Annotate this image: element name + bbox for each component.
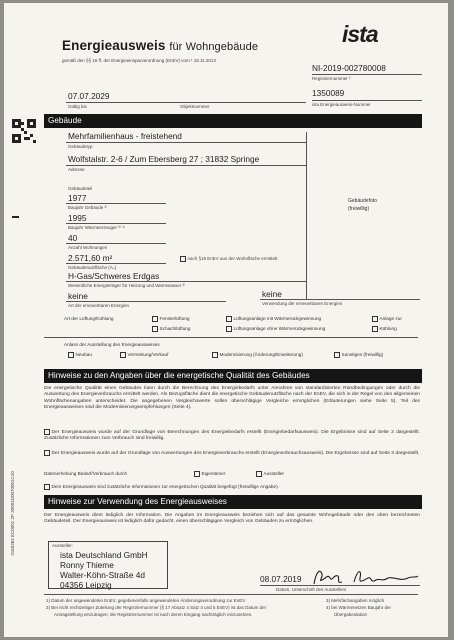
- signature-label: Datum, Unterschrift des Ausstellers: [276, 587, 347, 592]
- ista-logo: ista: [342, 21, 378, 47]
- document-title: Energieausweis für Wohngebäude: [62, 38, 259, 53]
- apartments-count: 40: [68, 233, 78, 243]
- footnote-2: 2) Bei nicht rechtzeitiger Zuteilung der Registriernummer (§ 17 Absatz 4 Satz 4 und 5 EnEV) ist das Datum der: [46, 605, 267, 610]
- issuer-person: Ronny Thieme: [60, 560, 114, 570]
- building-photo-note: (freiwillig): [348, 206, 370, 212]
- ventilation-shaft: Schachtlüftung: [152, 326, 191, 332]
- issue-date: 08.07.2019: [260, 574, 302, 584]
- demand-option: Der Energieausweis wurde auf der Grundlage von Berechnungen des Energiebedarfs erstellt (Energiebedarfsausweis). Die Ergebnisse sind auf Seite 2 dargestellt. Zusätzliche Informationen zum Verbrauch sind freiwillig.: [44, 430, 420, 442]
- ventilation-without-recovery: Lüftungsanlage ohne Wärmerückgewinnung: [226, 326, 325, 332]
- ventilation-window: Fensterlüftung: [152, 316, 189, 322]
- legal-basis: gemäß den §§ 16 ff. der Energieeinsparverordnung (EnEV) vom ¹ 18.11.2013: [62, 58, 216, 63]
- energy-source-label: Wesentliche Energieträger für Heizung und Warmwasser ³⁾: [68, 283, 186, 288]
- data-issuer: Aussteller: [256, 471, 284, 477]
- ista-number: 1350089: [312, 88, 345, 98]
- renewable-use: keine: [262, 289, 282, 299]
- apartments-label: Anzahl Wohnungen: [68, 245, 108, 250]
- side-code: 3160384 EC0001 2P 30004D0070001C10: [9, 471, 15, 556]
- footnote-2-cont: Antragstellung einzutragen; die Registriernummer ist nach deren Eingang nachträglich einzusetzen.: [54, 612, 253, 617]
- renewable-type: keine: [68, 291, 88, 301]
- consumption-option: Der Energieausweis wurde auf der Grundlage von Auswertungen des Energieverbrauchs erstellt (Energieverbrauchsausweis). Die Ergebnisse sind auf Seite 3 dargestellt.: [44, 450, 420, 457]
- usage-text: Der Energieausweis dient lediglich der Information. Die Angaben im Energieausweis beziehen sich auf das gesamte Wohngebäude oder den oben bezeichneten Gebäudeteil. Der Energieausweis ist lediglich dafür gedacht, einen überschlägigen Vergleich von Gebäuden zu ermöglichen.: [44, 513, 420, 525]
- valid-until: 07.07.2029: [68, 91, 110, 101]
- renewable-use-label: Verwendung der erneuerbaren Energien: [262, 301, 343, 306]
- footnote-3: 3) Mehrfachangaben möglich: [326, 598, 385, 603]
- ventilation-with-recovery: Lüftungsanlage mit Wärmerückgewinnung: [226, 316, 321, 322]
- building-type-label: Gebäudetyp: [68, 144, 93, 149]
- certificate-page: [4, 3, 448, 637]
- heating-year: 1995: [68, 213, 87, 223]
- section-bar-usage-notes: Hinweise zur Verwendung des Energieausweises: [44, 495, 422, 509]
- ista-number-label: ista Energieausweis-Nummer: [312, 102, 371, 107]
- issuer-label: Aussteller:: [52, 543, 74, 548]
- issuer-street: Walter-Köhn-Straße 4d: [60, 570, 145, 580]
- registration-number: NI-2019-002780008: [312, 63, 386, 73]
- registration-number-label: Registriernummer ²: [312, 76, 351, 81]
- section-bar-energy-quality: Hinweise zu den Angaben über die energetische Qualität des Gebäudes: [44, 369, 422, 383]
- ventilation-type-label: Art der Lüftung/Kühlung: [64, 316, 114, 321]
- issuer-city: 04356 Leipzig: [60, 580, 112, 590]
- footnote-1: 1) Datum der angewendeten EnEV, gegebenenfalls angewendeten Änderungsverordnung zur EnEV: [46, 598, 246, 603]
- issuer-company: ista Deutschland GmbH: [60, 550, 148, 560]
- building-photo-label: Gebäudefoto: [348, 198, 377, 204]
- data-owner: Eigentümer: [194, 471, 225, 477]
- recommendations-option: Dem Energieausweis sind zusätzliche Informationen zur energetischen Qualität beigefügt (freiwillige Angabe).: [44, 484, 279, 490]
- reason-rent-sale: Vermietung/Verkauf: [120, 352, 168, 358]
- usable-area: 2.571,60 m²: [68, 253, 113, 263]
- address: Wolfstalstr. 2-6 / Zum Ebersberg 27 ; 31832 Springe: [68, 154, 260, 164]
- data-collection-label: Datenerhebung Bedarf/Verbrauch durch: [44, 471, 128, 476]
- area-source-option: nach §19 EnEV aus der Wohnfläche ermittelt: [180, 256, 277, 262]
- section-bar-building: Gebäude: [44, 114, 422, 128]
- object-number-label: Objektnummer: [180, 104, 210, 109]
- ac-system: Anlage zur: [372, 316, 402, 322]
- reason-other: Sonstiges (freiwillig): [334, 352, 383, 358]
- ac-cooling: Kühlung: [372, 326, 397, 332]
- quality-intro: Die energetische Qualität eines Gebäudes kann durch die Berechnung des Energiebedarfs unter Annahme von standardisierten Randbedingungen oder durch die Auswertung des Energieverbrauchs ermittelt werden. Als Bezugsfläche dient die energetische Gebäudenutzfläche nach der EnEV, die sich in der Regel von den allgemeinen Wohnflächenangaben unterscheidet. Die angegebenen Vergleichswerte sollen überschlägige Vergleiche ermöglichen (Erläuterungen siehe Seite 5). Teil des Energieausweises sind die Modernisierungsempfehlungen (Seite 4).: [44, 386, 420, 411]
- footnote-4-cont: Übergabestation: [334, 612, 368, 617]
- address-label: Adresse: [68, 167, 85, 172]
- construction-year: 1977: [68, 193, 87, 203]
- qr-code-icon: [12, 119, 36, 143]
- reason-new: Neubau: [68, 352, 92, 358]
- reason-modernization: Modernisierung (Änderung/Erweiterung): [212, 352, 303, 358]
- footnote-4: 4) bei Wärmenetzen Baujahr der: [326, 605, 392, 610]
- building-part-label: Gebäudeteil: [68, 186, 93, 191]
- valid-until-label: Gültig bis: [68, 104, 87, 109]
- construction-year-label: Baujahr Gebäude ³⁾: [68, 205, 108, 210]
- renewable-type-label: Art der erneuerbaren Energien: [68, 303, 130, 308]
- usable-area-label: Gebäudenutzfläche (Aₙ): [68, 265, 117, 270]
- energy-source: H-Gas/Schweres Erdgas: [68, 271, 160, 281]
- heating-year-label: Baujahr Wärmeerzeuger ³⁾ ⁴⁾: [68, 225, 126, 230]
- building-type: Mehrfamilienhaus - freistehend: [68, 131, 182, 141]
- reason-label: Anlass der Ausstellung des Energieausweises: [64, 342, 160, 347]
